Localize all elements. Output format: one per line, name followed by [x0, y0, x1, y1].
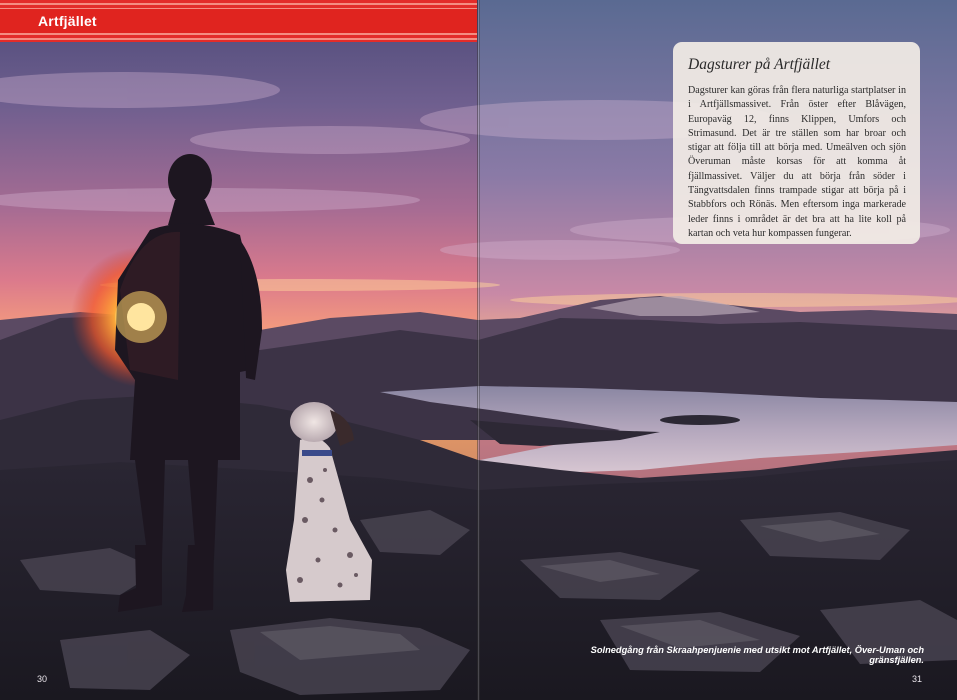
section-title: Artfjället	[38, 13, 97, 29]
page-number-left: 30	[37, 674, 48, 684]
page-gutter	[477, 0, 480, 700]
page-number-right: 31	[912, 674, 923, 684]
info-box-body: Dagsturer kan göras från flera naturliga startplatser in i Artfjällsmassivet. Från öster efter Blåvägen, Europaväg 12, finns Klippen, Umfors och Strimasund. Det är tre ställen som har broar och stigar att följa till att börja med. Umeälven och sjön Överuman måste korsas för att komma åt fjällmassivet. Väljer du att börja från söder i Tängvattsdalen finns trampade stigar att börja på i Stabbfors och Rönäs. Men eftersom inga markerade leder finns i området är det bra att ha lite koll på kartan och veta hur kompassen fungerar.	[688, 85, 906, 239]
info-box	[673, 42, 920, 244]
info-box-title: Dagsturer på Artfjället	[688, 56, 831, 73]
photo-caption: Solnedgång från Skraahpenjuenie med utsikt mot Artfjället, Över-Uman och gränsfjällen.	[590, 645, 924, 665]
